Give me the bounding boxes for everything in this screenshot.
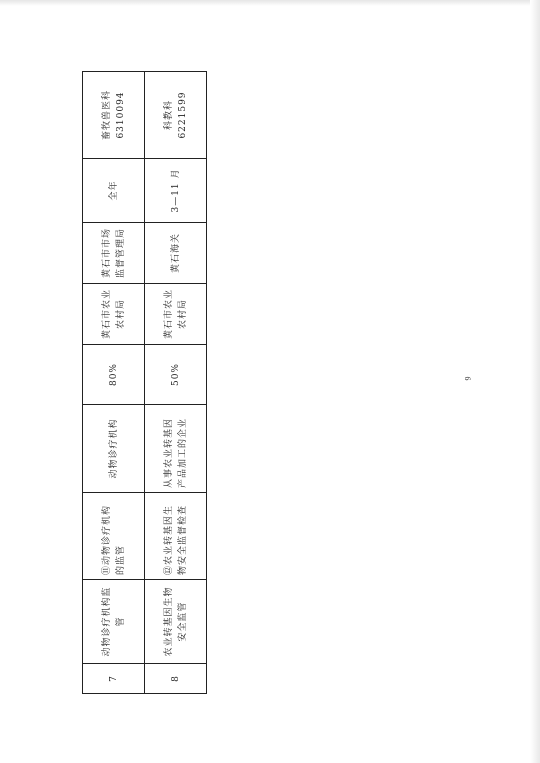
page-number: 9 <box>463 376 473 381</box>
supervision-matter: ⑫农业转基因生物安全监督检查 <box>145 493 207 580</box>
inspection-target: 动物诊疗机构 <box>83 405 145 493</box>
inspection-ratio: 80% <box>83 345 145 405</box>
supervision-item: 农业转基因生物安全监管 <box>145 580 207 664</box>
cooperating-department: 黄石市市场监督管理局 <box>83 223 145 284</box>
supervision-matter: ⑪动物诊疗机构的监管 <box>83 493 145 580</box>
row-number: 7 <box>83 664 145 694</box>
inspection-ratio: 50% <box>145 345 207 405</box>
row-number: 8 <box>145 664 207 694</box>
table-row <box>145 72 207 694</box>
lead-department: 黄石市农业农村局 <box>145 284 207 345</box>
rotated-table-container <box>82 72 206 694</box>
supervision-table <box>82 71 207 694</box>
inspection-time: 3—11 月 <box>145 159 207 223</box>
table-row <box>83 72 145 694</box>
scan-edge-right <box>530 0 540 763</box>
lead-department: 黄石市农业农村局 <box>83 284 145 345</box>
inspection-target: 从事农业转基因产品加工的企业 <box>145 405 207 493</box>
rotated-table <box>82 72 206 694</box>
scan-edge-top <box>0 0 540 6</box>
responsible-office: 畜牧兽医科 6310094 <box>83 72 145 159</box>
cooperating-department: 黄石海关 <box>145 223 207 284</box>
responsible-office: 科教科 6221599 <box>145 72 207 159</box>
supervision-item: 动物诊疗机构监管 <box>83 580 145 664</box>
inspection-time: 全年 <box>83 159 145 223</box>
